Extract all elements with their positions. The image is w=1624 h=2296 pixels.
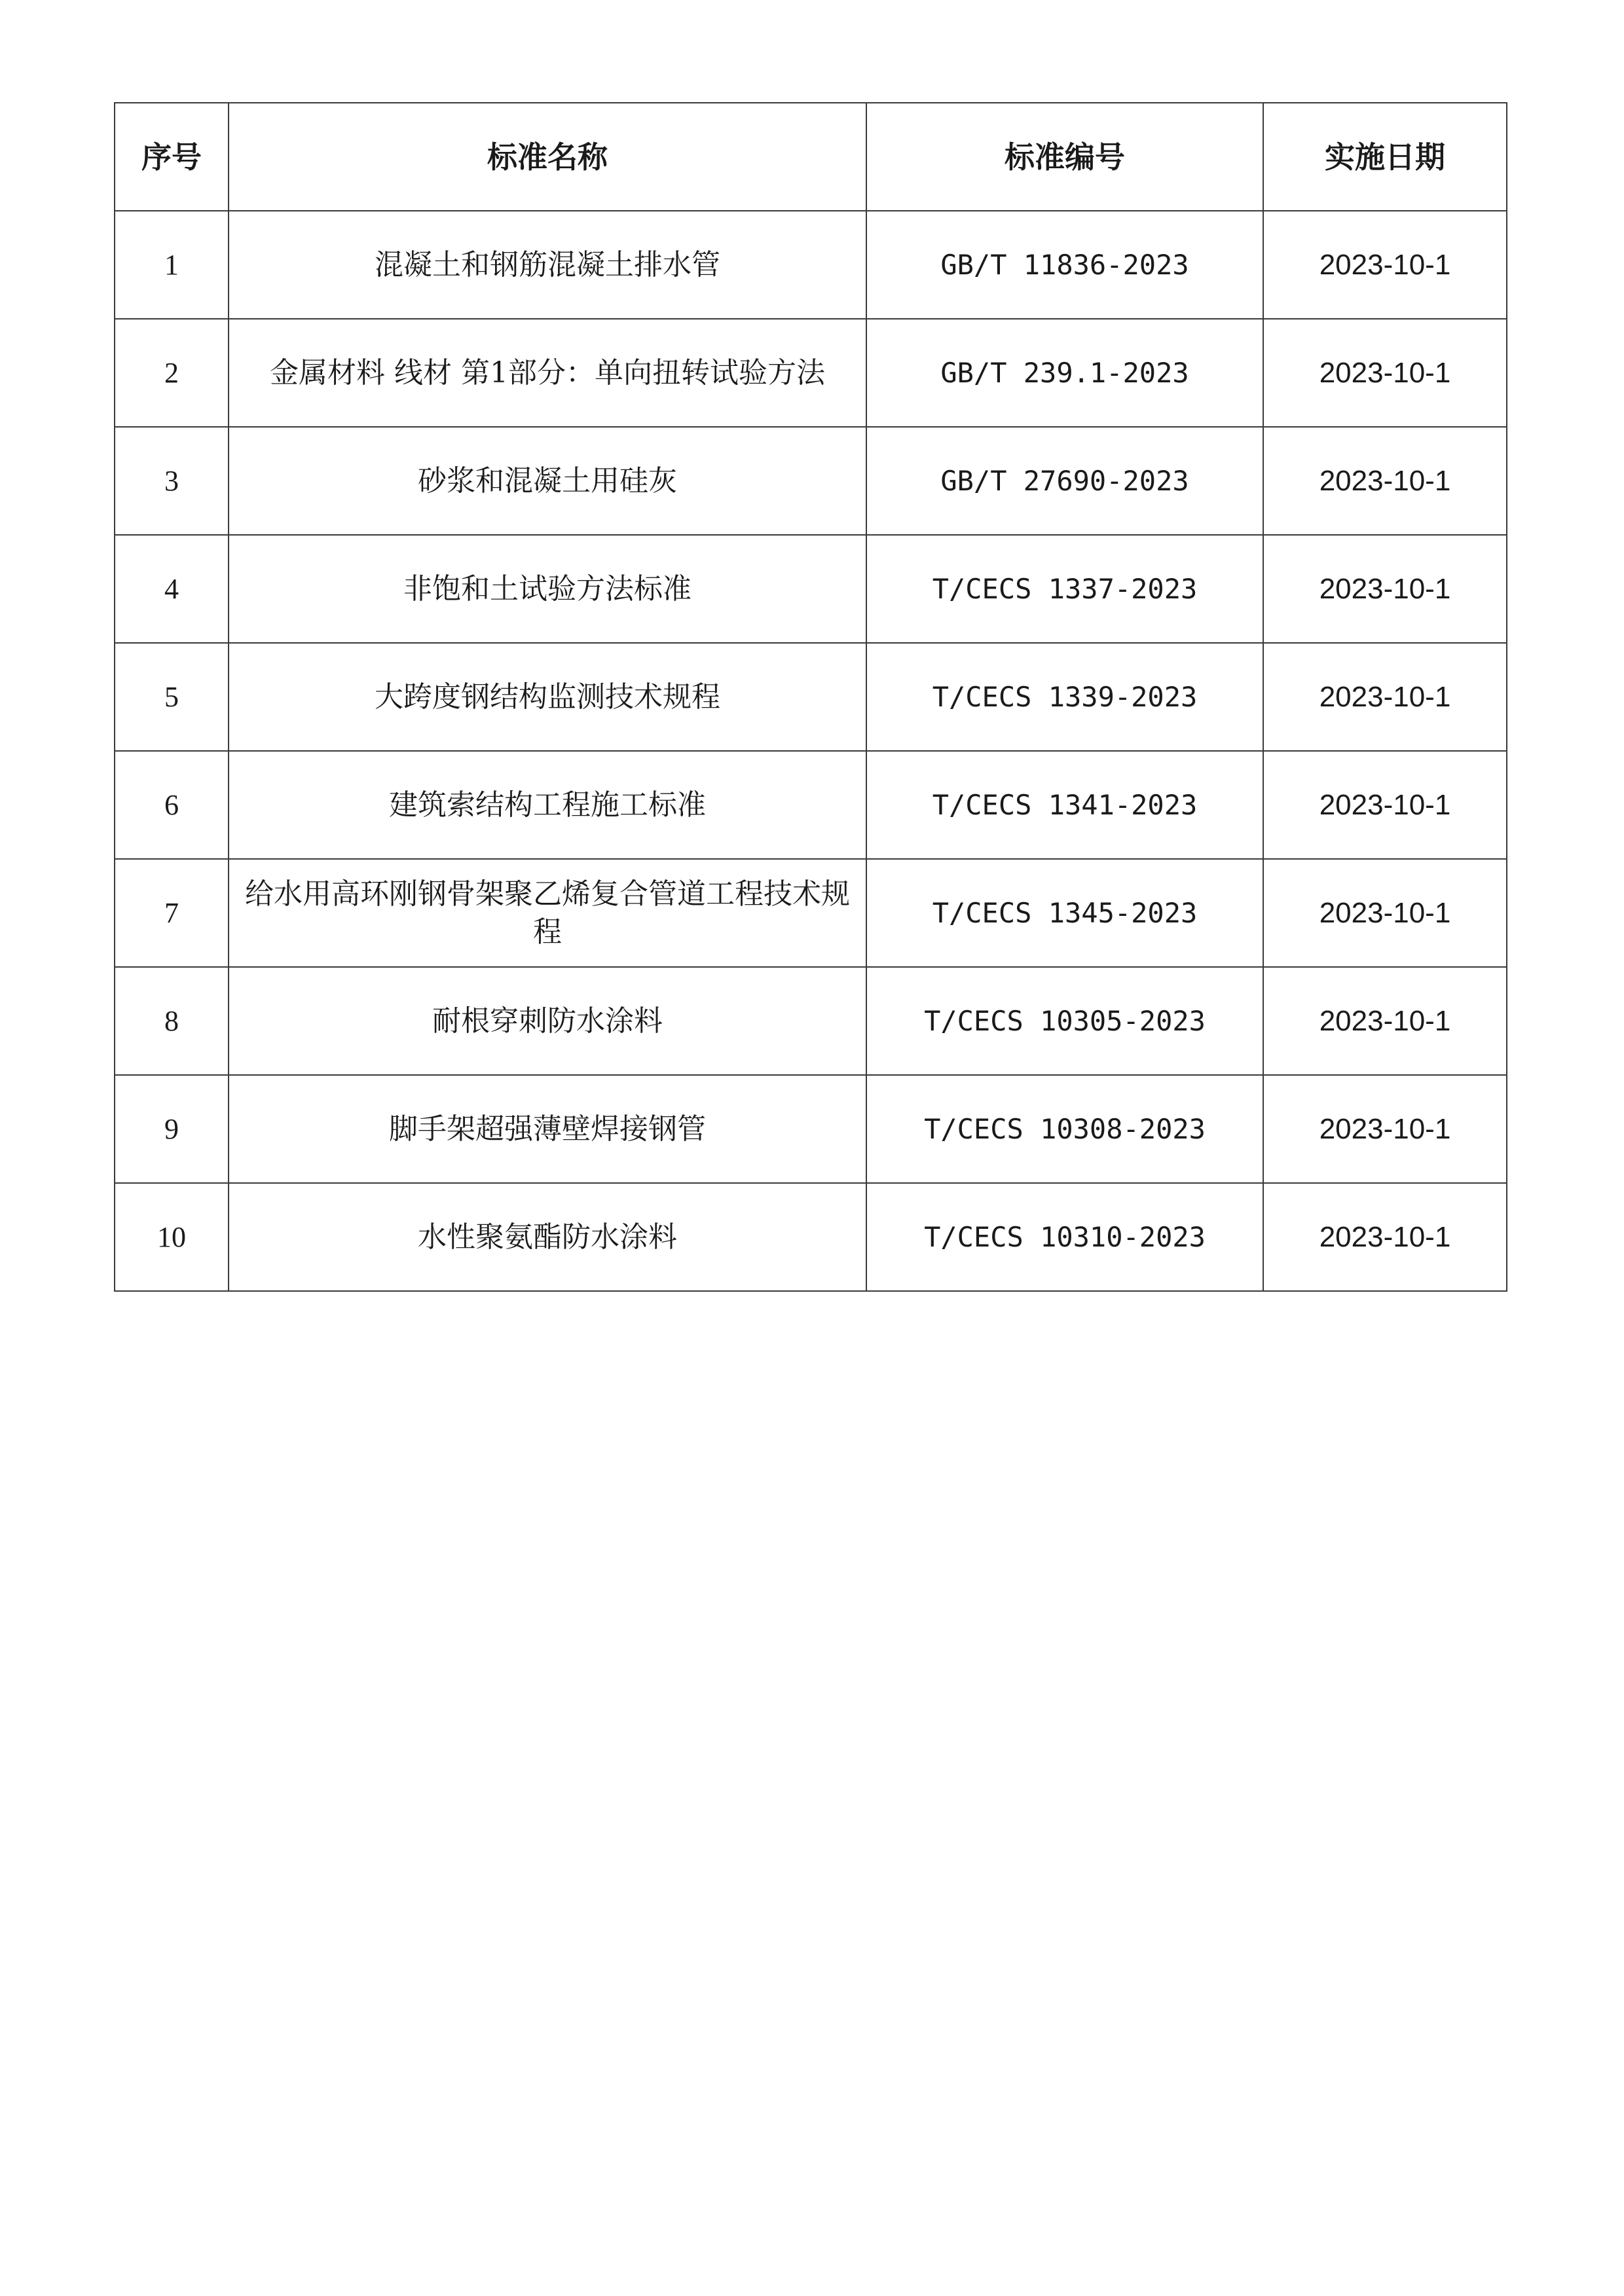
table-row xyxy=(115,319,1507,427)
row-index: 3 xyxy=(115,427,229,535)
row-code: T/CECS 10308-2023 xyxy=(866,1075,1263,1183)
header-date: 实施日期 xyxy=(1263,103,1507,211)
row-index: 9 xyxy=(115,1075,229,1183)
row-name: 给水用高环刚钢骨架聚乙烯复合管道工程技术规程 xyxy=(229,859,866,967)
row-name: 脚手架超强薄壁焊接钢管 xyxy=(229,1075,866,1183)
row-name: 水性聚氨酯防水涂料 xyxy=(229,1183,866,1291)
row-date: 2023-10-1 xyxy=(1263,427,1507,535)
row-date: 2023-10-1 xyxy=(1263,1075,1507,1183)
row-index: 7 xyxy=(115,859,229,967)
row-index: 5 xyxy=(115,643,229,751)
row-index: 1 xyxy=(115,211,229,319)
table-row xyxy=(115,427,1507,535)
table-row xyxy=(115,1183,1507,1291)
row-date: 2023-10-1 xyxy=(1263,643,1507,751)
table-header-row xyxy=(115,103,1507,211)
table-row xyxy=(115,751,1507,859)
row-index: 10 xyxy=(115,1183,229,1291)
row-date: 2023-10-1 xyxy=(1263,211,1507,319)
row-date: 2023-10-1 xyxy=(1263,1183,1507,1291)
header-code: 标准编号 xyxy=(866,103,1263,211)
row-code: T/CECS 1341-2023 xyxy=(866,751,1263,859)
table-row xyxy=(115,967,1507,1075)
row-code: T/CECS 10310-2023 xyxy=(866,1183,1263,1291)
row-index: 6 xyxy=(115,751,229,859)
header-index: 序号 xyxy=(115,103,229,211)
row-code: T/CECS 1337-2023 xyxy=(866,535,1263,643)
row-code: GB/T 239.1-2023 xyxy=(866,319,1263,427)
row-index: 2 xyxy=(115,319,229,427)
row-date: 2023-10-1 xyxy=(1263,535,1507,643)
row-date: 2023-10-1 xyxy=(1263,319,1507,427)
row-date: 2023-10-1 xyxy=(1263,859,1507,967)
row-name: 非饱和土试验方法标准 xyxy=(229,535,866,643)
table-row xyxy=(115,1075,1507,1183)
row-code: GB/T 11836-2023 xyxy=(866,211,1263,319)
table-row xyxy=(115,211,1507,319)
row-code: T/CECS 1339-2023 xyxy=(866,643,1263,751)
row-index: 4 xyxy=(115,535,229,643)
row-name: 建筑索结构工程施工标准 xyxy=(229,751,866,859)
row-code: GB/T 27690-2023 xyxy=(866,427,1263,535)
row-name: 金属材料 线材 第1部分：单向扭转试验方法 xyxy=(229,319,866,427)
table-row xyxy=(115,535,1507,643)
row-date: 2023-10-1 xyxy=(1263,751,1507,859)
table-row xyxy=(115,643,1507,751)
row-name: 砂浆和混凝土用硅灰 xyxy=(229,427,866,535)
row-name: 耐根穿刺防水涂料 xyxy=(229,967,866,1075)
row-name: 混凝土和钢筋混凝土排水管 xyxy=(229,211,866,319)
row-date: 2023-10-1 xyxy=(1263,967,1507,1075)
row-code: T/CECS 1345-2023 xyxy=(866,859,1263,967)
header-name: 标准名称 xyxy=(229,103,866,211)
standards-table xyxy=(114,102,1507,1292)
table-row xyxy=(115,859,1507,967)
row-code: T/CECS 10305-2023 xyxy=(866,967,1263,1075)
row-name: 大跨度钢结构监测技术规程 xyxy=(229,643,866,751)
row-index: 8 xyxy=(115,967,229,1075)
